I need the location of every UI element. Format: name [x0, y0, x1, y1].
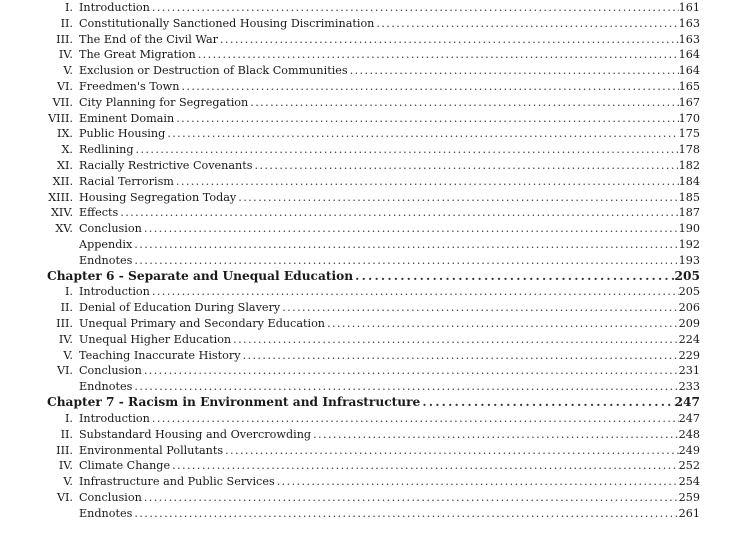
toc-entry-title: City Planning for Segregation — [79, 95, 249, 109]
toc-section-entry[interactable] — [0, 332, 750, 348]
toc-page-number: 178 — [678, 143, 700, 157]
toc-entry-line — [79, 506, 700, 522]
dot-leader — [374, 16, 678, 32]
toc-entry-line — [79, 95, 700, 111]
toc-entry-title: The End of the Civil War — [79, 32, 218, 46]
toc-entry-line — [79, 458, 700, 474]
toc-entry-number: III. — [56, 32, 73, 46]
toc-chapter-title: Chapter 6 - Separate and Unequal Education — [47, 268, 354, 283]
dot-leader — [132, 506, 678, 522]
dot-leader — [348, 63, 679, 79]
toc-page-number: 224 — [678, 332, 700, 346]
toc-entry-number: III. — [56, 443, 73, 457]
toc-entry-title: Climate Change — [79, 459, 171, 473]
toc-entry-line — [79, 79, 700, 95]
dot-leader — [275, 474, 679, 490]
toc-chapter-entry[interactable] — [0, 269, 750, 285]
toc-page-number: 252 — [678, 459, 700, 473]
toc-entry-title: Substandard Housing and Overcrowding — [79, 427, 312, 441]
toc-entry-title: Conclusion — [79, 364, 142, 378]
dot-leader — [196, 47, 679, 63]
dot-leader — [241, 348, 679, 364]
toc-entry-number: XIII. — [48, 190, 73, 204]
dot-leader — [253, 158, 679, 174]
dot-leader — [170, 458, 679, 474]
toc-section-entry[interactable] — [0, 32, 750, 48]
toc-entry-number: I. — [65, 1, 73, 14]
toc-section-entry[interactable] — [0, 363, 750, 379]
dot-leader — [165, 126, 678, 142]
dot-leader — [132, 253, 678, 269]
toc-entry-line — [79, 205, 700, 221]
toc-entry-title: Redlining — [79, 143, 134, 157]
toc-section-entry[interactable] — [0, 316, 750, 332]
toc-entry-title: The Great Migration — [79, 48, 196, 62]
toc-entry-number: II. — [60, 427, 73, 441]
toc-entry-title: Racial Terrorism — [79, 174, 174, 188]
toc-page-number: 205 — [678, 285, 700, 299]
toc-page-number: 249 — [678, 443, 700, 457]
toc-entry-title: Housing Segregation Today — [79, 190, 237, 204]
toc-entry-line — [47, 269, 700, 285]
toc-section-entry[interactable] — [0, 458, 750, 474]
toc-page-number: 209 — [678, 317, 700, 331]
toc-entry-title: Conclusion — [79, 490, 142, 504]
dot-leader — [231, 332, 679, 348]
toc-entry-number: V. — [63, 348, 73, 362]
toc-entry-line — [79, 363, 700, 379]
toc-section-entry[interactable] — [0, 379, 750, 395]
toc-entry-line — [79, 174, 700, 190]
toc-entry-line — [79, 221, 700, 237]
toc-entry-line — [79, 126, 700, 142]
toc-page-number: 193 — [678, 253, 700, 267]
toc-entry-number: XIV. — [50, 206, 73, 220]
toc-section-entry[interactable] — [0, 490, 750, 506]
toc-page-number: 254 — [678, 475, 700, 489]
toc-section-entry[interactable] — [0, 411, 750, 427]
dot-leader — [142, 363, 679, 379]
toc-section-entry[interactable] — [0, 142, 750, 158]
toc-entry-line — [79, 111, 700, 127]
toc-section-entry[interactable] — [0, 158, 750, 174]
toc-page-number: 261 — [678, 506, 700, 520]
toc-entry-line — [47, 395, 700, 411]
toc-entry-title: Effects — [79, 206, 119, 220]
toc-section-entry[interactable] — [0, 63, 750, 79]
dot-leader — [174, 111, 678, 127]
toc-entry-title: Exclusion or Destruction of Black Communities — [79, 64, 348, 78]
toc-section-entry[interactable] — [0, 126, 750, 142]
toc-entry-number: VI. — [56, 79, 73, 93]
toc-entry-line — [79, 332, 700, 348]
toc-entry-title: Unequal Primary and Secondary Education — [79, 317, 326, 331]
toc-entry-line — [79, 411, 700, 427]
toc-page-number: 163 — [678, 16, 700, 30]
toc-section-entry[interactable] — [0, 348, 750, 364]
toc-entry-number: IV. — [58, 332, 73, 346]
toc-section-entry[interactable] — [0, 253, 750, 269]
toc-entry-title: Endnotes — [79, 506, 133, 520]
toc-entry-line — [79, 253, 700, 269]
toc-entry-title: Introduction — [79, 411, 150, 425]
toc-section-entry[interactable] — [0, 47, 750, 63]
dot-leader — [142, 490, 679, 506]
toc-entry-number: VII. — [52, 95, 73, 109]
toc-entry-title: Endnotes — [79, 380, 133, 394]
toc-page-number: 167 — [678, 95, 700, 109]
dot-leader — [118, 205, 678, 221]
toc-entry-number: IV. — [58, 48, 73, 62]
dot-leader — [179, 79, 678, 95]
toc-section-entry[interactable] — [0, 300, 750, 316]
dot-leader — [218, 32, 679, 48]
toc-page-number: 259 — [678, 490, 700, 504]
toc-entry-number: I. — [65, 411, 73, 425]
toc-page-number: 165 — [678, 79, 700, 93]
toc-section-entry[interactable] — [0, 284, 750, 300]
toc-entry-line — [79, 63, 700, 79]
toc-entry-line — [79, 190, 700, 206]
toc-page-number: 187 — [678, 206, 700, 220]
toc-entry-number: V. — [63, 64, 73, 78]
dot-leader — [132, 379, 678, 395]
toc-page-number: 231 — [678, 364, 700, 378]
dot-leader — [248, 95, 678, 111]
toc-entry-number: VI. — [56, 364, 73, 378]
toc-page-number: 164 — [678, 48, 700, 62]
toc-section-entry[interactable] — [0, 427, 750, 443]
toc-entry-number: X. — [61, 143, 73, 157]
toc-page-number: 161 — [678, 1, 700, 14]
toc-entry-number: IV. — [58, 459, 73, 473]
toc-section-entry[interactable] — [0, 443, 750, 459]
toc-entry-number: III. — [56, 317, 73, 331]
toc-page-number: 184 — [678, 174, 700, 188]
toc-entry-title: Conclusion — [79, 222, 142, 236]
toc-page-number: 163 — [678, 32, 700, 46]
toc-entry-title: Freedmen's Town — [79, 79, 180, 93]
toc-entry-number: VI. — [56, 490, 73, 504]
toc-entry-title: Public Housing — [79, 127, 166, 141]
toc-section-entry[interactable] — [0, 221, 750, 237]
toc-page-number: 182 — [678, 158, 700, 172]
toc-entry-line — [79, 379, 700, 395]
toc-page-number: 233 — [678, 380, 700, 394]
toc-entry-number: II. — [60, 301, 73, 315]
dot-leader — [311, 427, 679, 443]
toc-entry-line — [79, 237, 700, 253]
toc-entry-line — [79, 443, 700, 459]
toc-entry-line — [79, 490, 700, 506]
toc-entry-title: Endnotes — [79, 253, 133, 267]
toc-section-entry[interactable] — [0, 79, 750, 95]
toc-entry-line — [79, 142, 700, 158]
toc-entry-number: VIII. — [48, 111, 73, 125]
dot-leader — [325, 316, 679, 332]
toc-page-number: 206 — [678, 301, 700, 315]
dot-leader — [150, 0, 679, 16]
toc-entry-number: I. — [65, 285, 73, 299]
toc-chapter-entry[interactable] — [0, 395, 750, 411]
toc-entry-line — [79, 32, 700, 48]
dot-leader — [174, 174, 679, 190]
toc-entry-number: IX. — [57, 127, 73, 141]
toc-section-entry[interactable] — [0, 95, 750, 111]
toc-section-entry[interactable] — [0, 237, 750, 253]
toc-page-number: 164 — [678, 64, 700, 78]
toc-page-number: 175 — [678, 127, 700, 141]
toc-page-number: 205 — [674, 268, 700, 283]
toc-entry-title: Unequal Higher Education — [79, 332, 232, 346]
toc-page-number: 192 — [678, 237, 700, 251]
dot-leader — [280, 300, 678, 316]
toc-entry-title: Denial of Education During Slavery — [79, 301, 281, 315]
toc-entry-line — [79, 427, 700, 443]
toc-entry-title: Constitutionally Sanctioned Housing Discrimination — [79, 16, 375, 30]
toc-entry-title: Eminent Domain — [79, 111, 175, 125]
toc-entry-title: Teaching Inaccurate History — [79, 348, 241, 362]
toc-page-number: 170 — [678, 111, 700, 125]
toc-entry-line — [79, 0, 700, 16]
toc-entry-title: Infrastructure and Public Services — [79, 475, 275, 489]
toc-section-entry[interactable] — [0, 474, 750, 490]
toc-entry-title: Introduction — [79, 285, 150, 299]
dot-leader — [150, 411, 679, 427]
toc-entry-number: XV. — [55, 222, 73, 236]
toc-entry-title: Introduction — [79, 1, 150, 14]
dot-leader — [236, 190, 678, 206]
toc-entry-line — [79, 316, 700, 332]
toc-chapter-title: Chapter 7 - Racism in Environment and Infrastructure — [47, 395, 421, 410]
toc-entry-line — [79, 158, 700, 174]
toc-entry-line — [79, 300, 700, 316]
toc-entry-number: II. — [60, 16, 73, 30]
toc-entry-line — [79, 348, 700, 364]
toc-entry-line — [79, 16, 700, 32]
toc-page-number: 247 — [678, 411, 700, 425]
dot-leader — [134, 142, 679, 158]
toc-entry-number: XI. — [57, 158, 73, 172]
toc-entry-title: Environmental Pollutants — [79, 443, 224, 457]
toc-page-number: 190 — [678, 222, 700, 236]
toc-page-number: 248 — [678, 427, 700, 441]
toc-entry-title: Appendix — [79, 237, 133, 251]
toc-entry-title: Racially Restrictive Covenants — [79, 158, 253, 172]
dot-leader — [420, 395, 674, 411]
toc-section-entry[interactable] — [0, 16, 750, 32]
toc-page-number: 185 — [678, 190, 700, 204]
dot-leader — [142, 221, 679, 237]
toc-entry-number: XII. — [52, 174, 73, 188]
dot-leader — [223, 443, 679, 459]
toc-entry-line — [79, 47, 700, 63]
toc-section-entry[interactable] — [0, 174, 750, 190]
toc-section-entry[interactable] — [0, 205, 750, 221]
toc-entry-number: V. — [63, 475, 73, 489]
toc-section-entry[interactable] — [0, 190, 750, 206]
toc-entry-line — [79, 474, 700, 490]
toc-section-entry[interactable] — [0, 0, 750, 16]
toc-section-entry[interactable] — [0, 111, 750, 127]
toc-page-number: 229 — [678, 348, 700, 362]
dot-leader — [353, 269, 674, 285]
dot-leader — [150, 284, 679, 300]
toc-section-entry[interactable] — [0, 506, 750, 522]
toc-entry-line — [79, 284, 700, 300]
dot-leader — [132, 237, 678, 253]
toc-page-number: 247 — [674, 395, 700, 410]
